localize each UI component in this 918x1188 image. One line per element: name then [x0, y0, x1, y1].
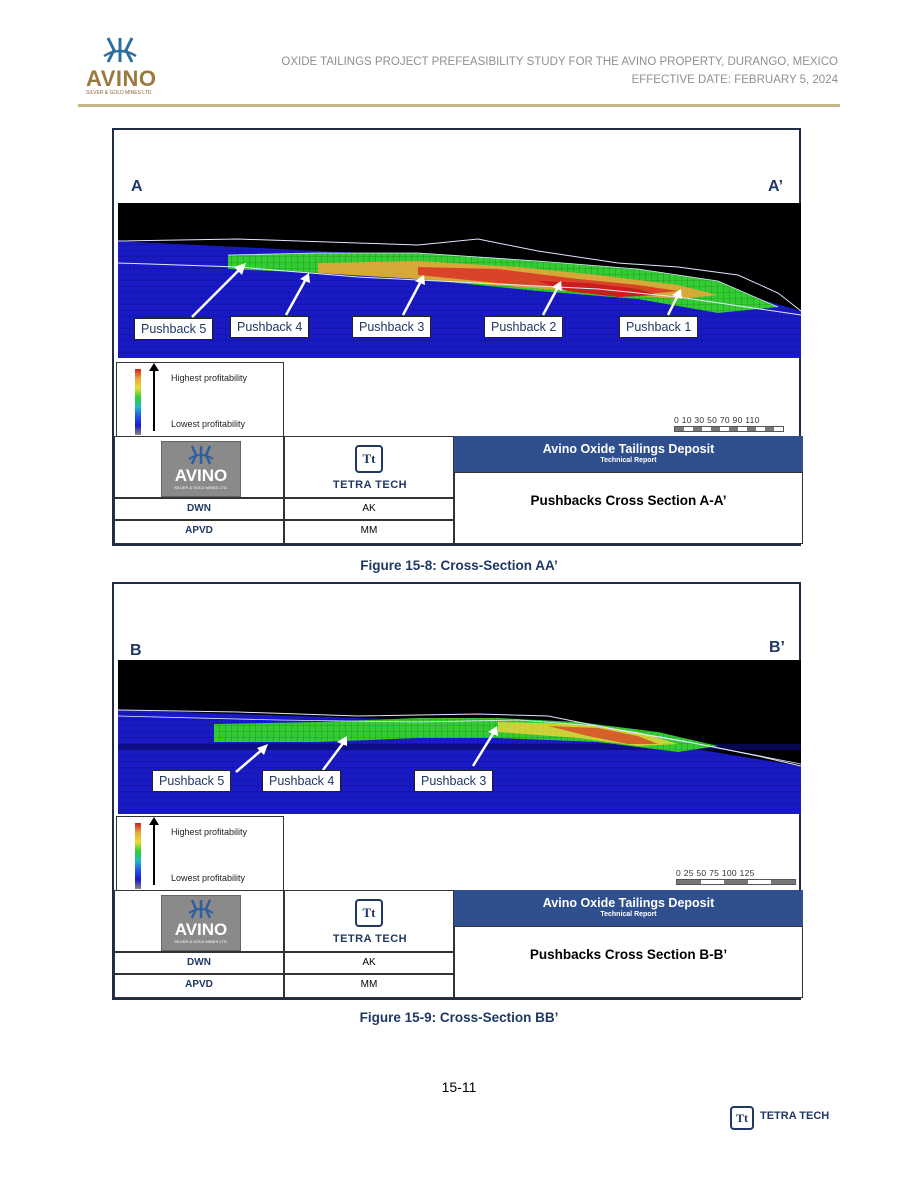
legend-high: Highest profitability	[171, 827, 248, 837]
tetra-tech-word: TETRA TECH	[332, 479, 408, 491]
pushback-label: Pushback 4	[230, 316, 309, 338]
pushback-label: Pushback 1	[619, 316, 698, 338]
profitability-legend	[116, 816, 284, 892]
pushback-label: Pushback 2	[484, 316, 563, 338]
legend-arrow-icon	[153, 823, 155, 885]
legend-color-bar	[135, 823, 141, 889]
tetra-tech-logo-cell	[284, 436, 454, 498]
apvd-key: APVD	[114, 974, 284, 998]
project-name: Avino Oxide Tailings Deposit	[542, 896, 715, 910]
pushback-label: Pushback 5	[134, 318, 213, 340]
header-divider	[78, 104, 840, 107]
drawing-description-text: Pushbacks Cross Section A-A’	[530, 492, 727, 508]
footer-tetra-tech-logo	[730, 1106, 830, 1132]
section-start-label: B	[130, 642, 142, 659]
figure-caption: Figure 15-8: Cross-Section AA’	[360, 558, 558, 573]
effective-date: EFFECTIVE DATE: FEBRUARY 5, 2024	[631, 74, 838, 86]
block-model-plot	[118, 203, 801, 358]
avino-logo-sub: SILVER & GOLD MINES LTD.	[86, 90, 153, 96]
pushback-label: Pushback 3	[414, 770, 493, 792]
scale-bar	[674, 415, 784, 432]
scale-numbers: 0 10 30 50 70 90 110	[674, 415, 760, 425]
report-type: Technical Report	[600, 457, 657, 464]
report-title: OXIDE TAILINGS PROJECT PREFEASIBILITY STUDY FOR THE AVINO PROPERTY, DURANGO, MEXICO	[281, 56, 838, 68]
drawing-description	[454, 926, 803, 998]
profitability-legend	[116, 362, 284, 438]
legend-low: Lowest profitability	[171, 419, 246, 429]
project-header	[454, 436, 803, 472]
avino-logo-cell	[114, 890, 284, 952]
project-name: Avino Oxide Tailings Deposit	[542, 442, 715, 456]
avino-mini-logo	[161, 441, 241, 497]
dwn-key: DWN	[114, 498, 284, 520]
section-end-label: B’	[769, 639, 785, 656]
tetra-tech-word: TETRA TECH	[332, 933, 408, 945]
apvd-key: APVD	[114, 520, 284, 544]
dwn-value: AK	[284, 498, 454, 520]
report-type: Technical Report	[600, 911, 657, 918]
section-end-label: A’	[768, 178, 784, 195]
pushback-label: Pushback 4	[262, 770, 341, 792]
tetra-tech-icon: Tt	[355, 445, 383, 473]
page-number: 15-11	[441, 1079, 477, 1095]
scale-numbers: 0 25 50 75 100 125	[676, 868, 755, 878]
avino-emblem-icon	[100, 36, 140, 66]
tetra-tech-icon: Tt	[730, 1106, 754, 1130]
avino-mini-word: AVINO	[174, 920, 228, 939]
figure-caption: Figure 15-9: Cross-Section BB’	[359, 1010, 559, 1025]
dwn-key: DWN	[114, 952, 284, 974]
project-header	[454, 890, 803, 926]
legend-color-bar	[135, 369, 141, 435]
figure-cross-section-bb	[112, 582, 801, 1000]
pushback-label: Pushback 5	[152, 770, 231, 792]
avino-mini-logo	[161, 895, 241, 951]
avino-logo	[84, 36, 160, 100]
tetra-tech-word: TETRA TECH	[760, 1110, 830, 1122]
legend-high: Highest profitability	[171, 373, 248, 383]
avino-emblem-icon	[186, 444, 216, 466]
avino-logo-word: AVINO	[86, 66, 157, 91]
avino-emblem-icon	[186, 898, 216, 920]
legend-arrow-icon	[153, 369, 155, 431]
apvd-value: MM	[284, 974, 454, 998]
drawing-description	[454, 472, 803, 544]
legend-low: Lowest profitability	[171, 873, 246, 883]
dwn-value: AK	[284, 952, 454, 974]
scale-bar	[676, 868, 796, 885]
avino-logo-cell	[114, 436, 284, 498]
title-block	[114, 890, 799, 998]
avino-mini-sub: SILVER & GOLD MINES LTD.	[174, 485, 228, 490]
avino-mini-sub: SILVER & GOLD MINES LTD.	[174, 939, 228, 944]
block-model-svg	[118, 203, 801, 358]
drawing-description-text: Pushbacks Cross Section B-B’	[529, 946, 728, 962]
avino-mini-word: AVINO	[174, 466, 228, 485]
tetra-tech-icon: Tt	[355, 899, 383, 927]
report-header	[281, 53, 838, 89]
title-block	[114, 436, 799, 544]
figure-cross-section-aa	[112, 128, 801, 546]
apvd-value: MM	[284, 520, 454, 544]
section-start-label: A	[131, 178, 143, 195]
pushback-label: Pushback 3	[352, 316, 431, 338]
tetra-tech-logo-cell	[284, 890, 454, 952]
